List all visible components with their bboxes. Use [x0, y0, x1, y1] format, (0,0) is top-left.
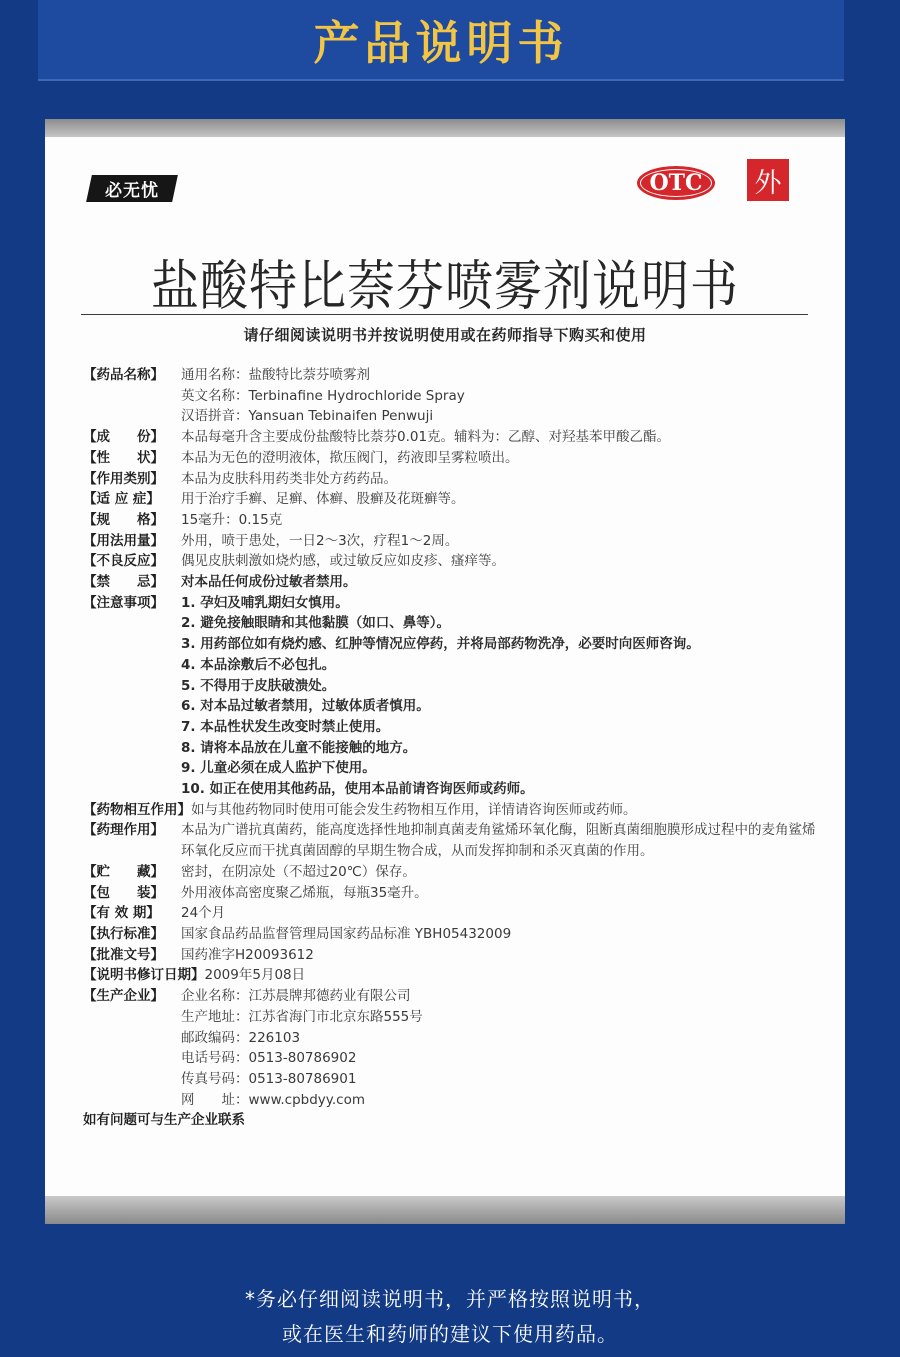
- field-label: 【不良反应】: [83, 553, 164, 570]
- field-label: 【禁 忌】: [83, 574, 164, 591]
- field-value: 密封，在阴凉处（不超过20℃）保存。: [181, 863, 416, 880]
- precaution-item: 5. 不得用于皮肤破溃处。: [181, 677, 336, 694]
- category-row: [83, 469, 818, 490]
- field-label: 【说明书修订日期】: [83, 967, 205, 984]
- field-label: 【成 份】: [83, 429, 164, 446]
- precaution-row: [83, 696, 818, 717]
- banner-title: 产品说明书: [313, 15, 569, 70]
- precaution-row: [83, 676, 818, 697]
- storage-row: [83, 862, 818, 883]
- pinyin-name-row: [83, 406, 818, 427]
- field-label: 【作用类别】: [83, 470, 164, 487]
- field-value: 15毫升：0.15克: [181, 511, 283, 528]
- precautions-row: [83, 593, 818, 614]
- instruction-leaflet: [45, 119, 845, 1224]
- field-label: 【适 应 症】: [83, 491, 160, 508]
- field-value: 国家食品药品监督管理局国家药品标准 YBH05432009: [181, 925, 512, 942]
- company-postcode: 邮政编码：226103: [181, 1029, 301, 1046]
- precaution-item: 7. 本品性状发生改变时禁止使用。: [181, 718, 390, 735]
- appearance-row: [83, 448, 818, 469]
- footer-note: [0, 1282, 900, 1352]
- contraindications-row: [83, 572, 818, 593]
- field-value: 外用液体高密度聚乙烯瓶，每瓶35毫升。: [181, 884, 428, 901]
- precaution-item: 8. 请将本品放在儿童不能接触的地方。: [181, 739, 417, 756]
- precaution-row: [83, 779, 818, 800]
- field-label: 【药品名称】: [83, 367, 164, 383]
- field-value: 国药准字H20093612: [181, 946, 314, 963]
- precaution-item: 2. 避免接触眼睛和其他黏膜（如口、鼻等）。: [181, 615, 450, 632]
- footer-line-1: *务必仔细阅读说明书，并严格按照说明书，: [245, 1287, 655, 1311]
- precaution-row: [83, 738, 818, 759]
- field-label: 【注意事项】: [83, 594, 164, 611]
- indications-row: [83, 489, 818, 510]
- precaution-row: [83, 634, 818, 655]
- dosage-row: [83, 531, 818, 552]
- leaflet-title: 盐酸特比萘芬喷雾剂说明书: [150, 255, 739, 319]
- field-value: 对本品任何成份过敏者禁用。: [181, 574, 357, 591]
- field-value: 24个月: [181, 905, 226, 922]
- adverse-row: [83, 551, 818, 572]
- english-name-row: [83, 386, 818, 407]
- precaution-item: 1. 孕妇及哺乳期妇女慎用。: [181, 594, 349, 611]
- precaution-item: 3. 用药部位如有烧灼感、红肿等情况应停药，并将局部药物洗净，必要时向医师咨询。: [181, 636, 700, 653]
- contact-note: 如有问题可与生产企业联系: [83, 1112, 245, 1129]
- field-label: 【药理作用】: [83, 822, 164, 839]
- leaflet-top-edge: [45, 119, 845, 137]
- otc-badge: OTC: [637, 166, 715, 200]
- package-row: [83, 883, 818, 904]
- phone-row: [83, 1048, 818, 1069]
- contact-note-row: [83, 1110, 818, 1131]
- field-label: 【包 装】: [83, 884, 164, 901]
- english-name: 英文名称：Terbinafine Hydrochloride Spray: [181, 387, 465, 404]
- precaution-item: 6. 对本品过敏者禁用，过敏体质者慎用。: [181, 698, 430, 715]
- header-banner: [38, 0, 844, 81]
- company-website: 网 址：www.cpbdyy.com: [181, 1091, 365, 1108]
- revision-row: [83, 965, 818, 986]
- field-value: 如与其他药物同时使用可能会发生药物相互作用，详情请咨询医师或药师。: [191, 801, 637, 818]
- precaution-row: [83, 758, 818, 779]
- validity-row: [83, 903, 818, 924]
- pinyin-name: 汉语拼音：Yansuan Tebinaifen Penwuji: [181, 408, 434, 425]
- leaflet-subtitle: 请仔细阅读说明书并按说明使用或在药师指导下购买和使用: [243, 326, 647, 344]
- standard-row: [83, 924, 818, 945]
- field-value: 2009年5月08日: [204, 967, 306, 984]
- leaflet-body: [83, 365, 818, 1131]
- precaution-row: [83, 717, 818, 738]
- field-value: 本品为皮肤科用药类非处方药药品。: [181, 470, 397, 487]
- field-label: 【执行标准】: [83, 925, 164, 942]
- fax-row: [83, 1069, 818, 1090]
- specification-row: [83, 510, 818, 531]
- field-label: 【药物相互作用】: [83, 801, 191, 818]
- field-value: 本品为广谱抗真菌药，能高度选择性地抑制真菌麦角鲨烯环氧化酶，阻断真菌细胞膜形成过程中的麦角鲨烯环氧化反应而干扰真菌固醇的早期生物合成，从而发挥抑制和杀灭真菌的作用。: [181, 822, 816, 860]
- leaflet-bottom-edge: [45, 1196, 845, 1224]
- precaution-item: 10. 如正在使用其他药品，使用本品前请咨询医师或药师。: [181, 781, 534, 798]
- title-divider: [81, 314, 808, 315]
- company-phone: 电话号码：0513-80786902: [181, 1050, 357, 1067]
- field-value: 用于治疗手癣、足癣、体癣、股癣及花斑癣等。: [181, 491, 465, 508]
- address-row: [83, 1007, 818, 1028]
- approval-row: [83, 945, 818, 966]
- field-label: 【用法用量】: [83, 532, 164, 549]
- composition-row: [83, 427, 818, 448]
- website-row: [83, 1090, 818, 1111]
- interactions-row: [83, 800, 818, 821]
- company-address: 生产地址：江苏省海门市北京东路555号: [181, 1008, 423, 1025]
- company-fax: 传真号码：0513-80786901: [181, 1070, 357, 1087]
- field-label: 【批准文号】: [83, 946, 164, 963]
- precaution-item: 4. 本品涂敷后不必包扎。: [181, 656, 336, 673]
- postcode-row: [83, 1028, 818, 1049]
- generic-name: 通用名称：盐酸特比萘芬喷雾剂: [181, 367, 370, 383]
- precaution-row: [83, 655, 818, 676]
- field-label: 【规 格】: [83, 511, 164, 528]
- manufacturer-row: [83, 986, 818, 1007]
- brand-logo: 必无忧: [86, 175, 178, 202]
- field-value: 本品每毫升含主要成份盐酸特比萘芬0.01克。辅料为：乙醇、对羟基苯甲酸乙酯。: [181, 429, 671, 446]
- field-value: 本品为无色的澄明液体，揿压阀门，药液即呈雾粒喷出。: [181, 449, 519, 466]
- field-label: 【有 效 期】: [83, 905, 160, 922]
- field-label: 【性 状】: [83, 449, 164, 466]
- field-label: 【生产企业】: [83, 988, 164, 1005]
- field-value: 外用，喷于患处，一日2～3次，疗程1～2周。: [181, 532, 459, 549]
- pharmacology-row: [83, 820, 818, 861]
- field-label: 【贮 藏】: [83, 863, 164, 880]
- precaution-item: 9. 儿童必须在成人监护下使用。: [181, 760, 376, 777]
- precaution-row: [83, 613, 818, 634]
- drug-name-row: [83, 365, 818, 386]
- company-name: 企业名称：江苏晨牌邦德药业有限公司: [181, 988, 411, 1005]
- footer-line-2: 或在医生和药师的建议下使用药品。: [282, 1322, 618, 1346]
- field-value: 偶见皮肤刺激如烧灼感，或过敏反应如皮疹、瘙痒等。: [181, 553, 505, 570]
- external-use-badge: 外: [747, 159, 789, 201]
